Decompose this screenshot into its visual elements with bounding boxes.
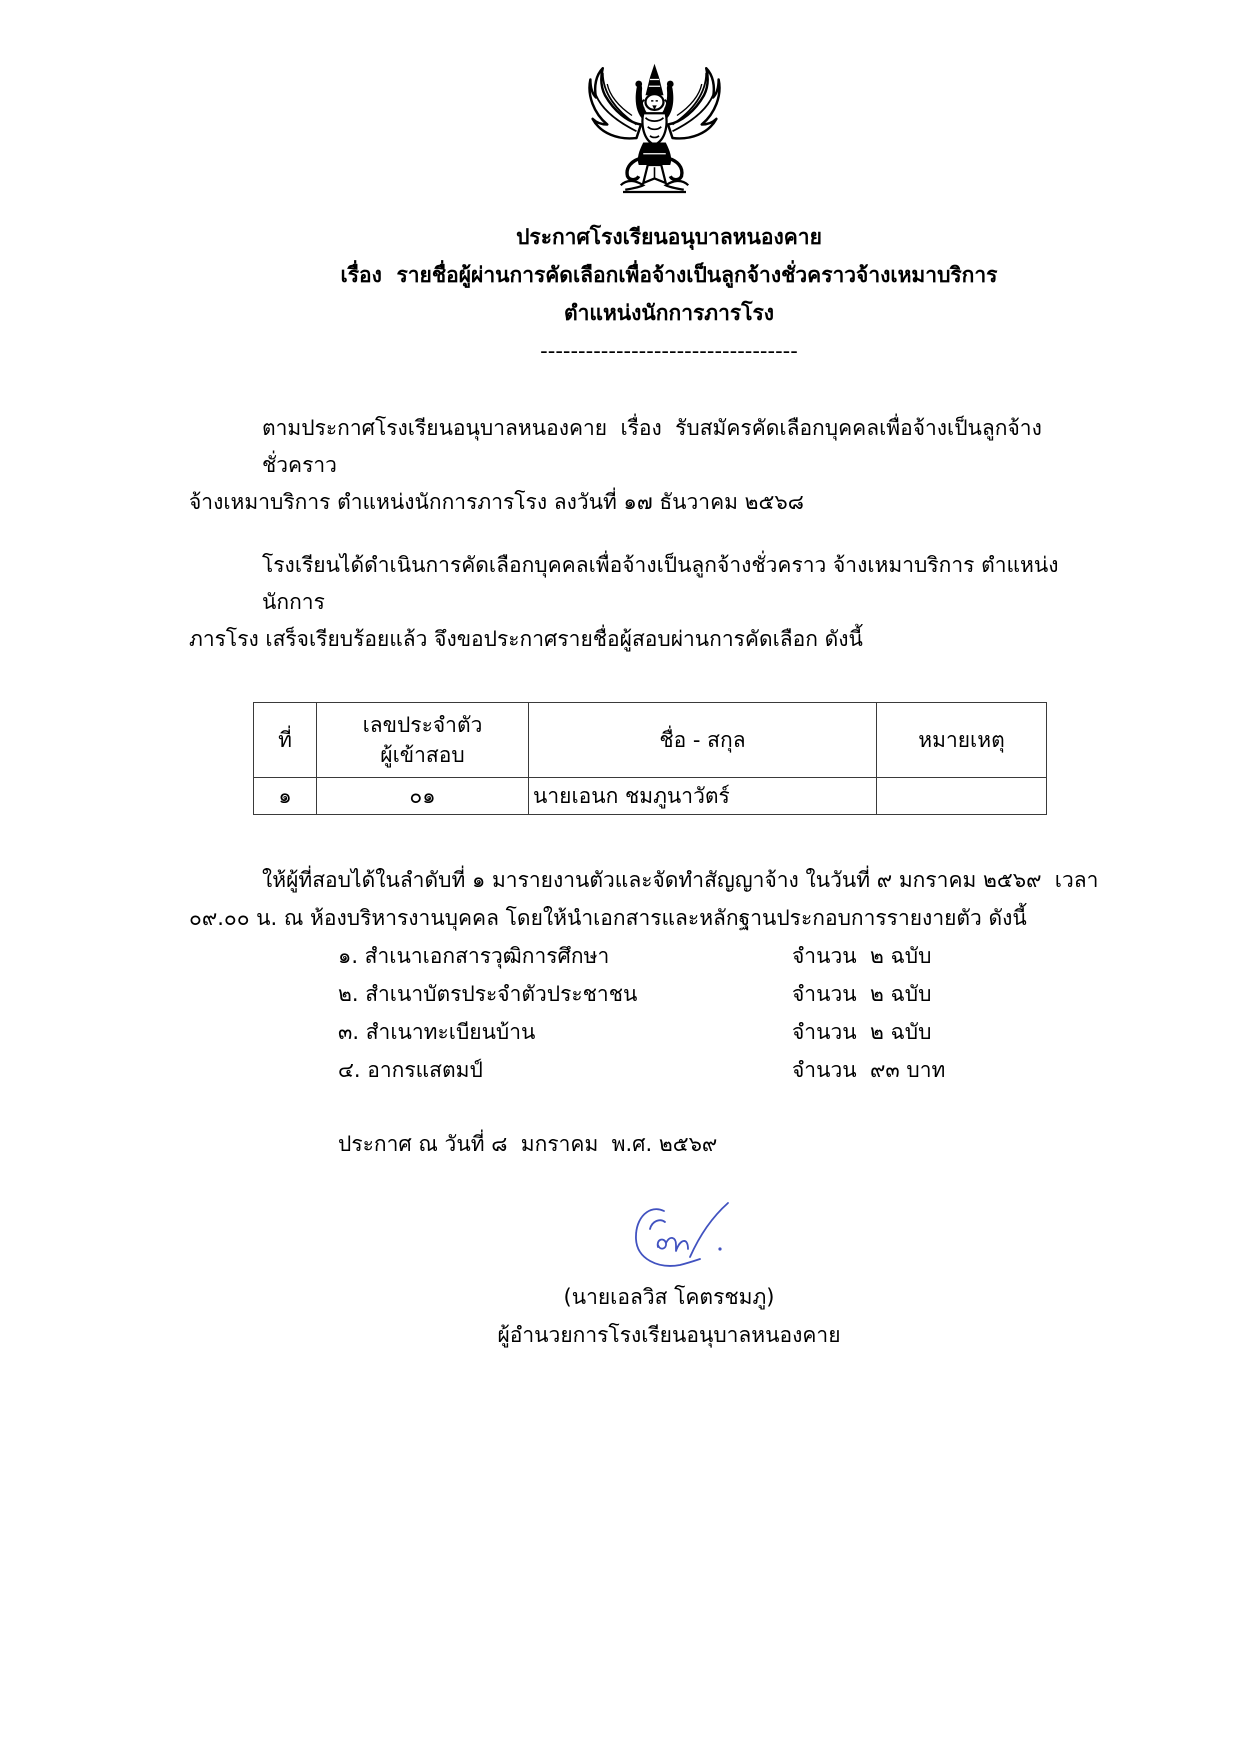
- announcement-date: ประกาศ ณ วันที่ ๘ มกราคม พ.ศ. ๒๕๖๙: [338, 1132, 718, 1156]
- cell-no: ๑: [254, 778, 317, 815]
- garuda-emblem-icon: [587, 60, 722, 198]
- paragraph-line: ภารโรง เสร็จเรียบร้อยแล้ว จึงขอประกาศรายชื่อผู้สอบผ่านการคัดเลือก ดังนี้: [189, 627, 863, 651]
- document-quantity: จำนวน ๙๓ บาท: [792, 1058, 946, 1082]
- header-no: ที่: [254, 703, 317, 778]
- document-name: ๓. สำเนาทะเบียนบ้าน: [338, 1020, 536, 1044]
- cell-full-name: นายเอนก ชมภูนาวัตร์: [529, 778, 877, 815]
- table-header-row: [254, 703, 1047, 778]
- cell-remark: [877, 778, 1047, 815]
- document-body: [189, 218, 1149, 1354]
- paragraph-line: จ้างเหมาบริการ ตำแหน่งนักการภารโรง ลงวันที่ ๑๗ ธันวาคม ๒๕๖๘: [189, 490, 804, 514]
- required-documents-list: [189, 937, 1149, 1089]
- document-name: ๑. สำเนาเอกสารวุฒิการศึกษา: [338, 944, 610, 968]
- document-quantity: จำนวน ๒ ฉบับ: [792, 944, 932, 968]
- paragraph-line: ตามประกาศโรงเรียนอนุบาลหนองคาย เรื่อง รับสมัครคัดเลือกบุคคลเพื่อจ้างเป็นลูกจ้างชั่วคราว: [262, 416, 1042, 477]
- header-candidate-id-line: ผู้เข้าสอบ: [380, 743, 465, 767]
- announcement-position: ตำแหน่งนักการภารโรง: [564, 301, 774, 325]
- paragraph-result: [189, 547, 1110, 658]
- table-row: [254, 778, 1047, 815]
- left-wing: [590, 68, 641, 138]
- document-quantity: จำนวน ๒ ฉบับ: [792, 982, 932, 1006]
- header-remark: หมายเหตุ: [877, 703, 1047, 778]
- announcement-title: ประกาศโรงเรียนอนุบาลหนองคาย: [516, 225, 822, 249]
- list-item: [338, 975, 1149, 1013]
- signer-name: (นายเอลวิส โคตรชมภู): [563, 1285, 775, 1309]
- cell-candidate-id: ๐๑: [317, 778, 529, 815]
- paragraph-line: โรงเรียนได้ดำเนินการคัดเลือกบุคคลเพื่อจ้างเป็นลูกจ้างชั่วคราว จ้างเหมาบริการ ตำแหน่ง นักการ: [262, 553, 1066, 614]
- selection-results-table: [253, 702, 1047, 815]
- list-item: [338, 1051, 1149, 1089]
- document-name: ๔. อากรแสตมป์: [338, 1058, 483, 1082]
- header-candidate-id-line: เลขประจำตัว: [362, 713, 483, 737]
- paragraph-line: ๐๙.๐๐ น. ณ ห้องบริหารงานบุคคล โดยให้นำเอกสารและหลักฐานประกอบการรายงายตัว ดังนี้: [189, 906, 1027, 930]
- handwritten-signature: [630, 1199, 742, 1275]
- header-candidate-id: [317, 703, 529, 778]
- document-quantity: จำนวน ๒ ฉบับ: [792, 1020, 932, 1044]
- header-full-name: ชื่อ - สกุล: [529, 703, 877, 778]
- right-wing: [668, 68, 719, 138]
- title-divider: ----------------------------------: [540, 339, 798, 363]
- paragraph-reference: [189, 410, 1110, 521]
- paragraph-line: ให้ผู้ที่สอบได้ในลำดับที่ ๑ มารายงานตัวและจัดทำสัญญาจ้าง ในวันที่ ๙ มกราคม ๒๕๖๙ เวลา: [262, 868, 1099, 892]
- list-item: [338, 1013, 1149, 1051]
- paragraph-instructions: [189, 861, 1110, 937]
- list-item: [338, 937, 1149, 975]
- announcement-subject: เรื่อง รายชื่อผู้ผ่านการคัดเลือกเพื่อจ้างเป็นลูกจ้างชั่วคราวจ้างเหมาบริการ: [340, 263, 998, 287]
- document-name: ๒. สำเนาบัตรประจำตัวประชาชน: [338, 982, 638, 1006]
- signer-position: ผู้อำนวยการโรงเรียนอนุบาลหนองคาย: [497, 1323, 841, 1347]
